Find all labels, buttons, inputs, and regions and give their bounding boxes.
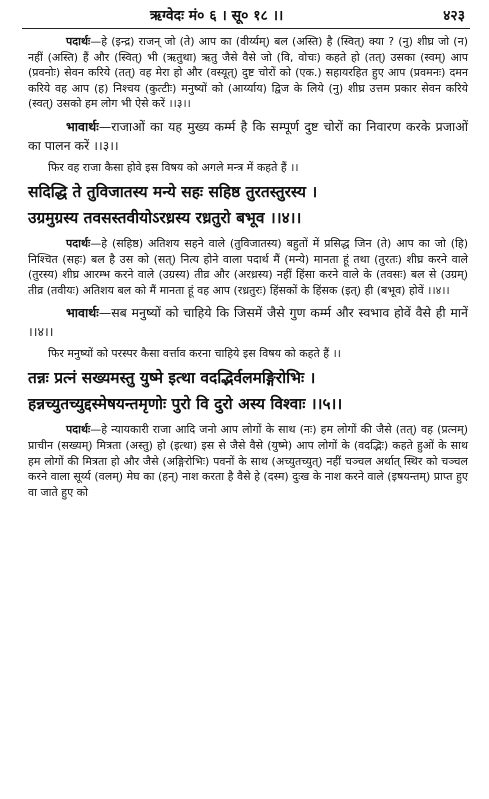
bhavartha-4 <box>28 303 468 341</box>
page-body <box>28 34 468 500</box>
page-header <box>0 6 489 28</box>
block-label: पदार्थः <box>66 236 91 250</box>
mantra-intro-4: फिर वह राजा कैसा होवे इस विषय को अगले मन्त्र में कहते हैं ।। <box>48 160 299 174</box>
mantra-line: उग्रमुग्रस्य तवसस्तवीयोऽरध्रस्य रध्रतुरो बभूव ।।४।। <box>28 207 302 227</box>
mantra-line: तन्नः प्रत्नं सख्यमस्तु युष्मे इत्था वदद्भिर्वलमङ्गिरोभिः । <box>28 368 316 388</box>
running-title: ऋग्वेदः मं० ६ । सू० १८ ।। <box>150 8 284 24</box>
padartha-3 <box>28 34 468 112</box>
block-label: भावार्थः <box>66 305 99 321</box>
mantra-line: हन्नच्युतच्युद्दस्मेषयन्तमृणोः पुरो वि दुरो अस्य विश्वाः ।।५।। <box>28 394 343 414</box>
page-number: ४२३ <box>443 8 465 24</box>
block-label: पदार्थः <box>66 35 91 48</box>
block-text: —हे न्यायकारी राजा आदि जनो आप लोगों के साथ (नः) हम लोगों की जैसे (तत्) वह (प्रत्नम्) प्राचीन (सख्यम्) मित्रता (अस्तु) हो (इत्था) इस से जैसे वैसे (युष्मे) आप लोगों के (वदद्भिः) कहते हुओं के साथ हम लोगों की मित्रता हो और जैसे (अङ्गिरोभिः) पवनों के साथ (अच्युतच्युत्) नहीं चञ्चल अर्थात् स्थिर को चञ्चल करने वाला सूर्य्य (वलम्) मेघ का (हन्) नाश करता है वैसे हे (दस्म) दुःख के नाश करने वाले (इषयन्तम्) प्राप्त हुए वा जाते हुए को <box>28 423 468 499</box>
block-text: —सब मनुष्यों को चाहिये कि जिसमें जैसे गुण कर्म्म और स्वभाव होवें वैसे ही मानें ।।४।। <box>28 305 468 340</box>
mantra-4 <box>28 179 468 231</box>
mantra-5 <box>28 365 468 417</box>
block-label: पदार्थः <box>66 423 91 437</box>
block-text: —हे (सहिष्ठ) अतिशय सहने वाले (तुविजातस्य) बहुतों में प्रसिद्ध जिन (ते) आप का जो (हि) निश्चित (सहः) बल है उस को (सत्) नित्य होने वाला पदार्थ मैं (मन्ये) मानता हूं तथा (तुरतः) शीघ्र करने वाले (तुरस्य) शीघ्र आरम्भ करने वाले (उग्रस्य) तीव्र और (अरध्रस्य) नहीं हिंसा करने वाले के (तवसः) बल से (उग्रम्) तीव्र (तवीयः) अतिशय बल को मैं मानता हूं वह आप (रध्रतुरः) हिंसकों के हिंसक (इत्) ही (बभूव) होवें ।।४।। <box>28 236 468 297</box>
padartha-4 <box>28 236 468 298</box>
block-text: —हे (इन्द्र) राजन् जो (ते) आप का (वीर्य्यम्) बल (अस्ति) है (स्वित्) क्या ? (नु) शीघ्र जो (न) नहीं (अस्ति) हैं और (स्वित्) भी (ऋतुथा) ऋतु जैसे वैसे जो (वि, वोचः) कहते हो (तत्) उसका (स्वम्) आप (प्रवनोः) सेवन करिये (तत्) वह मेरा हो और (वस्यूत्) दुष्ट चोरों को (एक.) सहायरहित हुए आप (प्रवमनः) दमन करिये वह आप (ह) निश्चय (कुत्टीः) मनुष्यों को (आर्य्याय) द्विज के लिये (नु) शीघ्र उत्तम प्रकार सेवन करिये (स्वत्) उसको हम लोग भी ऐसे करें ।।३।। <box>28 35 468 111</box>
padartha-5 <box>28 422 468 500</box>
bhavartha-3 <box>28 117 468 155</box>
block-text: —राजाओं का यह मुख्य कर्म्म है कि सम्पूर्ण दुष्ट चोरों का निवारण करके प्रजाओं का पालन करें ।।३।। <box>28 118 468 153</box>
block-label: भावार्थः <box>66 118 99 134</box>
mantra-line: सदिद्धि ते तुविजातस्य मन्ये सहः सहिष्ठ तुरतस्तुरस्य । <box>28 181 318 201</box>
header-rule <box>22 28 470 29</box>
mantra-intro-5: फिर मनुष्यों को परस्पर कैसा वर्त्ताव करना चाहिये इस विषय को कहते हैं ।। <box>48 347 341 361</box>
